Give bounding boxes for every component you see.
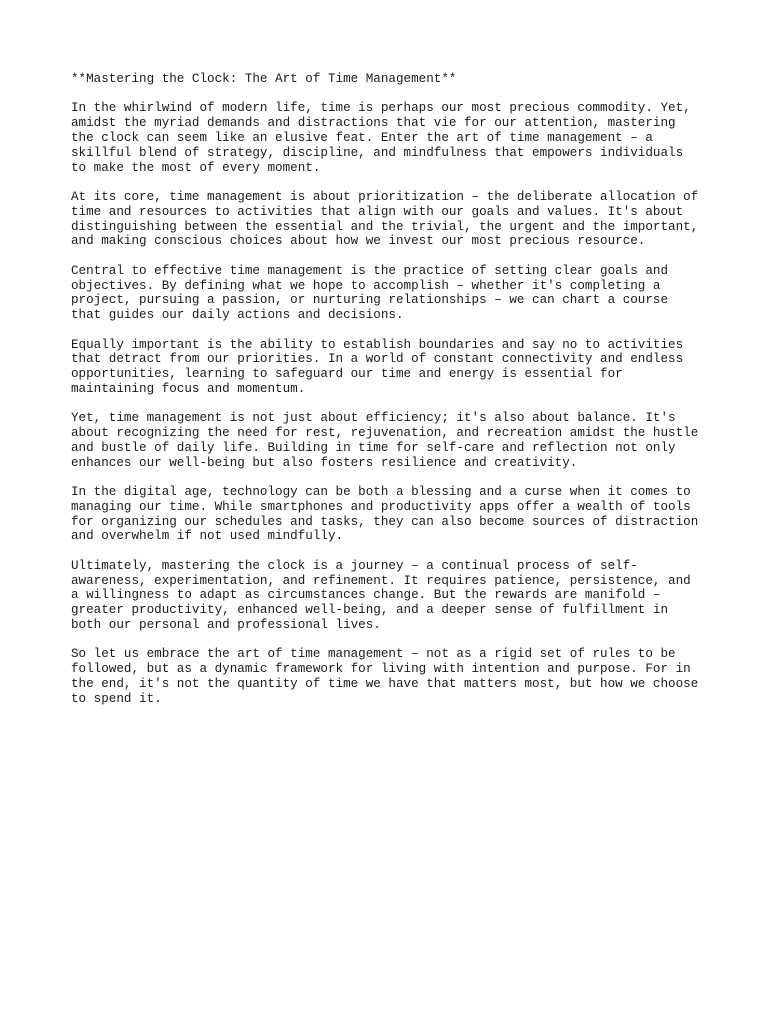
paragraph-balance: Yet, time management is not just about efficiency; it's also about balance. It's about recognizing the need for rest, rejuvenation, and recreation amidst the hustle and bustle of daily life. Building in time for self-care and reflection not only enhances our well-being but also fosters resilience and creativity.	[71, 411, 699, 470]
document-title: **Mastering the Clock: The Art of Time Management**	[71, 72, 457, 86]
paragraph-intro: In the whirlwind of modern life, time is perhaps our most precious commodity. Yet, amidst the myriad demands and distractions that vie for our attention, mastering the clock can seem like an elusive feat. Enter the art of time management – a skillful blend of strategy, discipline, and mindfulness that empowers individuals to make the most of every moment.	[71, 101, 691, 175]
document-page	[71, 72, 701, 721]
paragraph-prioritization: At its core, time management is about prioritization – the deliberate allocation of time and resources to activities that align with our goals and values. It's about distinguishing between the essential and the trivial, the urgent and the important, and making conscious choices about how we invest our most precious resource.	[71, 189, 699, 249]
paragraph-boundaries: Equally important is the ability to establish boundaries and say no to activities that detract from our priorities. In a world of constant connectivity and endless opportunities, learning to safeguard our time and energy is essential for maintaining focus and momentum.	[71, 337, 684, 396]
paragraph-journey: Ultimately, mastering the clock is a journey – a continual process of self- awareness, experimentation, and refinement. It requires patience, persistence, and a willingness to adapt as circumstances change. But the rewards are manifold – greater productivity, enhanced well-being, and a deeper sense of fulfillment in both our personal and professional lives.	[71, 558, 691, 633]
paragraph-goals: Central to effective time management is the practice of setting clear goals and objectives. By defining what we hope to accomplish – whether it's completing a project, pursuing a passion, or nurturing relationships – we can chart a course that guides our daily actions and decisions.	[71, 263, 669, 323]
paragraph-technology: In the digital age, technology can be both a blessing and a curse when it comes to managing our time. While smartphones and productivity apps offer a wealth of tools for organizing our schedules and tasks, they can also become sources of distraction and overwhelm if not used mindfully.	[71, 485, 699, 544]
paragraph-conclusion: So let us embrace the art of time management – not as a rigid set of rules to be followed, but as a dynamic framework for living with intention and purpose. For in the end, it's not the quantity of time we have that matters most, but how we choose to spend it.	[71, 647, 699, 706]
